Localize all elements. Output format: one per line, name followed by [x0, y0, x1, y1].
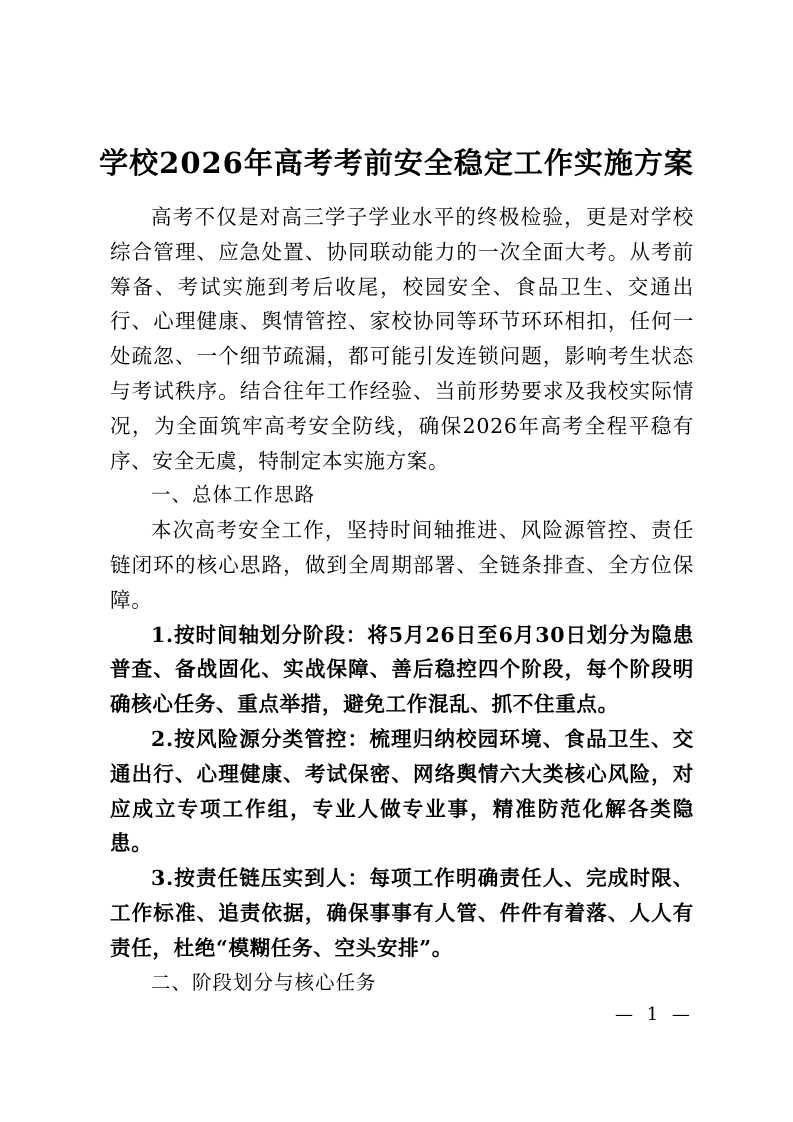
list-item-2 [110, 722, 694, 861]
list-item-2-head: 2.按风险源分类管控： [151, 726, 370, 751]
list-item-3-head: 3.按责任链压实到人： [151, 866, 370, 891]
list-item-1 [110, 618, 694, 722]
page-number: — 1 — [615, 1004, 694, 1025]
section-heading-1: 一、总体工作思路 [151, 483, 316, 507]
list-item-3-text: 每项工作明确责任人、完成时限、工作标准、追责依据，确保事事有人管、件件有着落、人人有责任，杜绝“模糊任务、空头安排”。 [110, 866, 695, 960]
document-title: 学校2026年高考考前安全稳定工作实施方案 [99, 146, 694, 180]
document-body [110, 200, 694, 1000]
section-1-intro: 本次高考安全工作，坚持时间轴推进、风险源管控、责任链闭环的核心思路，做到全周期部署、全链条排查、全方位保障。 [110, 518, 694, 612]
list-item-1-text: 将5月26日至6月30日划分为隐患普查、备战固化、实战保障、善后稳控四个阶段，每个阶段明确核心任务、重点举措，避免工作混乱、抓不住重点。 [110, 622, 695, 717]
list-item-1-head: 1.按时间轴划分阶段： [151, 622, 368, 647]
list-item-3 [110, 861, 694, 965]
list-item-2-text: 梳理归纳校园环境、食品卫生、交通出行、心理健康、考试保密、网络舆情六大类核心风险，对应成立专项工作组，专业人做专业事，精准防范化解各类隐患。 [110, 726, 695, 856]
section-heading-2: 二、阶段划分与核心任务 [151, 970, 377, 994]
intro-paragraph: 高考不仅是对高三学子学业水平的终极检验，更是对学校综合管理、应急处置、协同联动能力的一次全面大考。从考前筹备、考试实施到考后收尾，校园安全、食品卫生、交通出行、心理健康、舆情管控、家校协同等环节环环相扣，任何一处疏忽、一个细节疏漏，都可能引发连锁问题，影响考生状态与考试秩序。结合往年工作经验、当前形势要求及我校实际情况，为全面筑牢高考安全防线，确保2026年高考全程平稳有序、安全无虞，特制定本实施方案。 [110, 205, 694, 473]
